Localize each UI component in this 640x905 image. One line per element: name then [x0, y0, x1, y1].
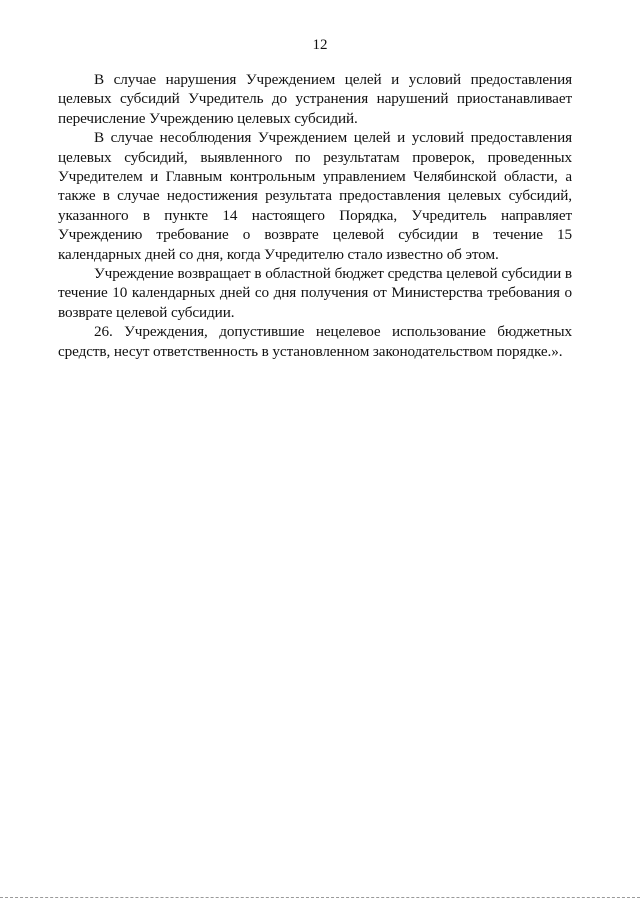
paragraph-return-deadline: Учреждение возвращает в областной бюджет средства целевой субсидии в течение 10 календарных дней со дня получения от Министерства требования о возврате целевой субсидии. — [58, 265, 572, 321]
paragraph-item-26-liability: 26. Учреждения, допустившие нецелевое использование бюджетных средств, несут ответственность в установленном законодательством порядке.». — [58, 323, 572, 360]
document-body — [58, 70, 572, 361]
paragraph-return-demand: В случае несоблюдения Учреждением целей и условий предоставления целевых субсидий, выявленного по результатам проверок, проведенных Учредителем и Главным контрольным управлением Челябинской области, а также в случае недостижения результата предоставления целевых субсидий, указанного в пункте 14 настоящего Порядка, Учредитель направляет Учреждению требование о возврате целевой субсидии в течение 15 календарных дней со дня, когда Учредителю стало известно об этом. — [58, 129, 572, 263]
paragraph-violation-suspension: В случае нарушения Учреждением целей и условий предоставления целевых субсидий Учредитель до устранения нарушений приостанавливает перечисление Учреждению целевых субсидий. — [58, 71, 572, 127]
page-number: 12 — [312, 37, 328, 53]
page-bottom-divider — [0, 897, 640, 898]
